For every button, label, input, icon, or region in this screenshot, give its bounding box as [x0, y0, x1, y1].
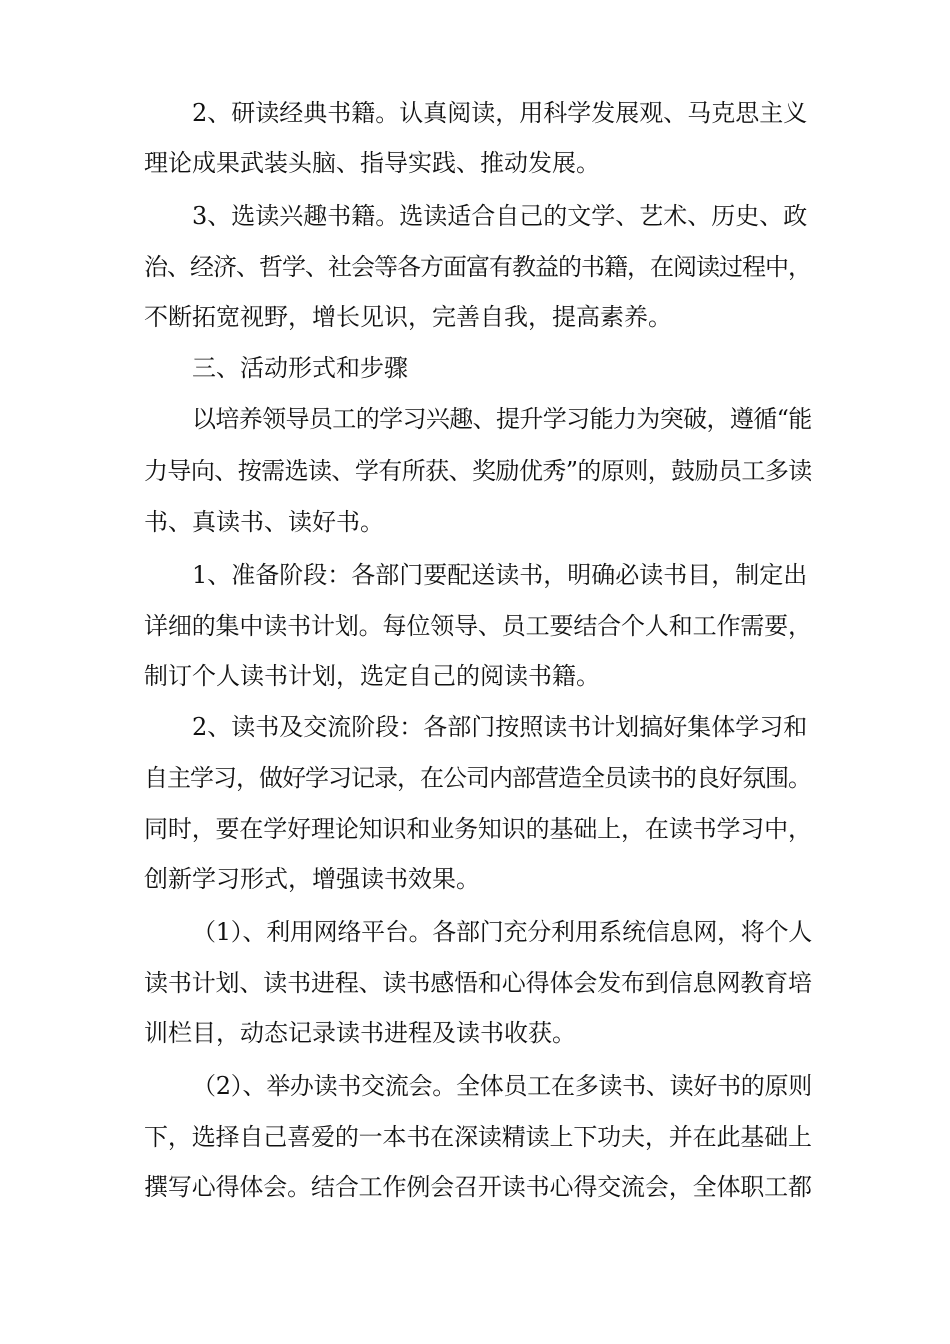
text-line: 撰写心得体会。结合工作例会召开读书心得交流会，全体职工都	[144, 1173, 812, 1201]
text-line: 理论成果武装头脑、指导实践、推动发展。	[144, 149, 600, 177]
text-line: 1、准备阶段：各部门要配送读书，明确必读书目，制定出	[192, 561, 808, 589]
text-line: 3、选读兴趣书籍。选读适合自己的文学、艺术、历史、政	[192, 202, 808, 230]
text-line: （2）、举办读书交流会。全体员工在多读书、读好书的原则	[192, 1072, 812, 1100]
text-line: 创新学习形式，增强读书效果。	[144, 865, 480, 893]
text-line: 2、读书及交流阶段：各部门按照读书计划搞好集体学习和	[192, 713, 808, 741]
text-line: 下，选择自己喜爱的一本书在深读精读上下功夫，并在此基础上	[144, 1123, 812, 1151]
text-line: 制订个人读书计划，选定自己的阅读书籍。	[144, 662, 600, 690]
text-line: 详细的集中读书计划。每位领导、员工要结合个人和工作需要，	[144, 612, 812, 640]
text-line: 书、真读书、读好书。	[144, 508, 384, 536]
text-line: 自主学习，做好学习记录，在公司内部营造全员读书的良好氛围。	[144, 764, 811, 792]
text-line: （1）、利用网络平台。各部门充分利用系统信息网，将个人	[192, 918, 812, 946]
text-line: 同时，要在学好理论知识和业务知识的基础上，在读书学习中，	[144, 815, 812, 843]
text-line: 2、研读经典书籍。认真阅读，用科学发展观、马克思主义	[192, 99, 808, 127]
text-line: 治、经济、哲学、社会等各方面富有教益的书籍，在阅读过程中，	[144, 253, 811, 281]
text-line: 读书计划、读书进程、读书感悟和心得体会发布到信息网教育培	[144, 969, 812, 997]
text-line: 以培养领导员工的学习兴趣、提升学习能力为突破，遵循“能	[192, 405, 812, 433]
section-heading: 三、活动形式和步骤	[192, 354, 408, 382]
text-line: 不断拓宽视野，增长见识，完善自我，提高素养。	[144, 303, 672, 331]
text-line: 力导向、按需选读、学有所获、奖励优秀”的原则，鼓励员工多读	[144, 457, 812, 485]
text-line: 训栏目，动态记录读书进程及读书收获。	[144, 1019, 576, 1047]
